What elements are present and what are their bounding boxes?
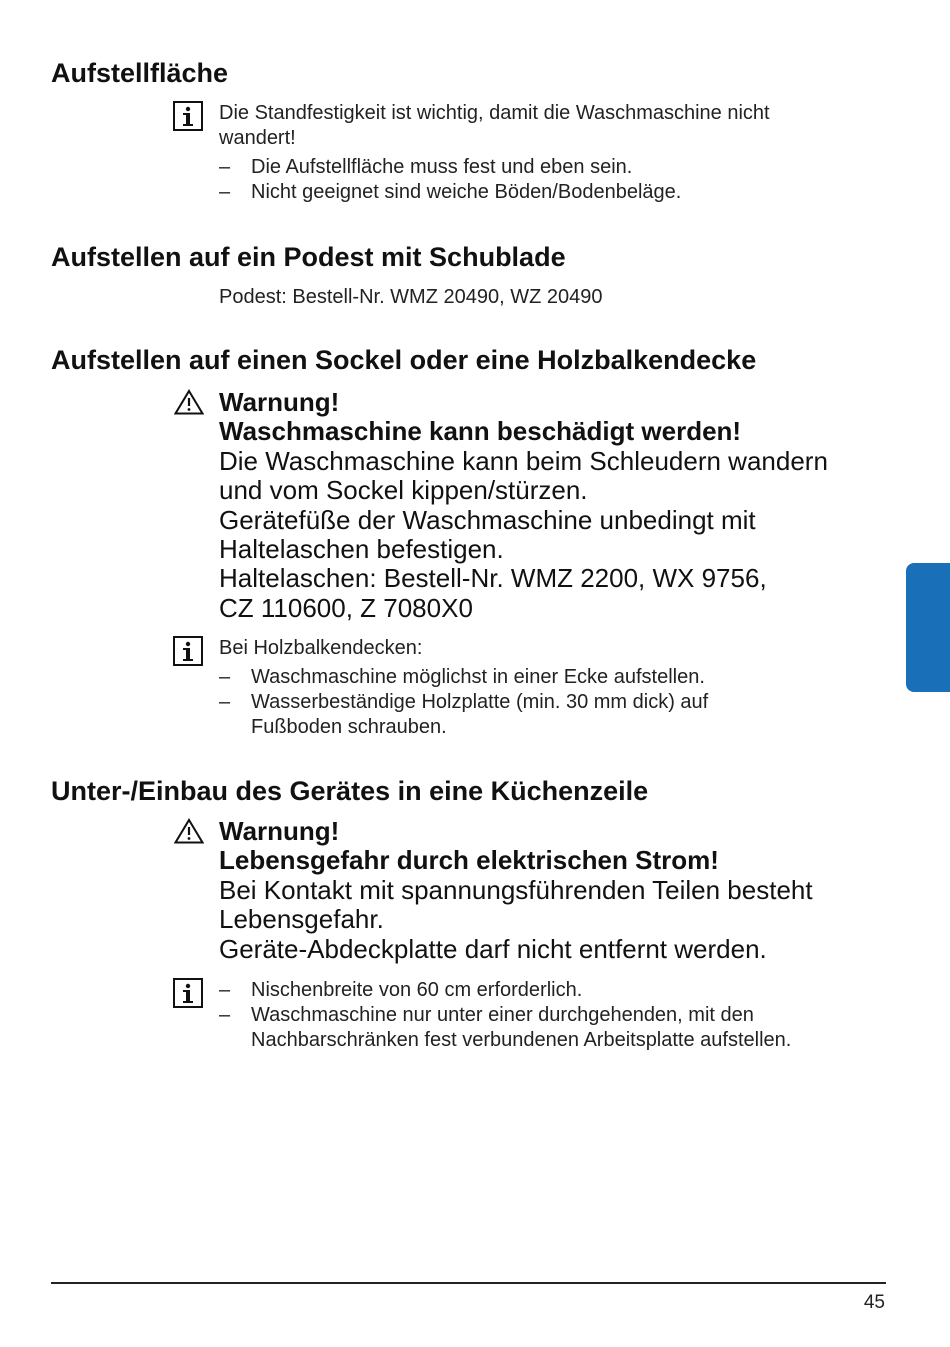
info-text-line-2: wandert! [219, 127, 296, 149]
chapter-tab-marker [906, 563, 950, 692]
warning-line: Geräte-Abdeckplatte darf nicht entfernt werden. [219, 933, 767, 964]
page-number: 45 [863, 1292, 885, 1313]
heading-einbau: Unter-/Einbau des Gerätes in eine Küchenzeile [51, 776, 649, 806]
podest-order-number: Podest: Bestell-Nr. WMZ 20490, WZ 20490 [219, 286, 603, 308]
list-item: – Wasserbeständige Holzplatte (min. 30 mm dick) auf [219, 691, 709, 713]
warning-subtitle: Lebensgefahr durch elektrischen Strom! [219, 845, 719, 876]
warning-block [219, 388, 828, 623]
bullet-list [219, 665, 708, 740]
info-text-holzbalken: Bei Holzbalkendecken: [219, 637, 423, 659]
list-item: – Nischenbreite von 60 cm erforderlich. [219, 979, 583, 1001]
info-text-line-1: Die Standfestigkeit ist wichtig, damit die Waschmaschine nicht [219, 102, 770, 124]
warning-triangle-icon [174, 818, 204, 844]
list-item-continuation: Nachbarschränken fest verbundenen Arbeitsplatte aufstellen. [251, 1029, 792, 1051]
warning-block [219, 817, 813, 964]
warning-line: CZ 110600, Z 7080X0 [219, 592, 473, 623]
list-item: – Waschmaschine möglichst in einer Ecke aufstellen. [219, 666, 705, 688]
info-icon [173, 101, 203, 131]
warning-triangle-icon [174, 389, 204, 415]
warning-line: Lebensgefahr. [219, 904, 384, 935]
warning-subtitle: Waschmaschine kann beschädigt werden! [219, 416, 742, 447]
heading-aufstellflaeche: Aufstellfläche [51, 58, 229, 88]
bullet-list [219, 978, 791, 1053]
bullet-list [219, 155, 681, 205]
warning-line: Die Waschmaschine kann beim Schleudern wandern [219, 445, 828, 476]
warning-title: Warnung! [219, 816, 340, 846]
list-item: – Die Aufstellfläche muss fest und eben sein. [219, 156, 633, 178]
heading-sockel: Aufstellen auf einen Sockel oder eine Holzbalkendecke [51, 345, 757, 375]
list-item: – Nicht geeignet sind weiche Böden/Bodenbeläge. [219, 181, 682, 203]
warning-line: und vom Sockel kippen/stürzen. [219, 475, 588, 506]
warning-line: Gerätefüße der Waschmaschine unbedingt mit [219, 504, 756, 535]
warning-line: Bei Kontakt mit spannungsführenden Teilen besteht [219, 874, 813, 905]
list-item: – Waschmaschine nur unter einer durchgehenden, mit den [219, 1004, 754, 1026]
footer-divider [51, 1282, 886, 1284]
info-icon [173, 978, 203, 1008]
info-icon [173, 636, 203, 666]
heading-podest: Aufstellen auf ein Podest mit Schublade [51, 242, 566, 272]
list-item-continuation: Fußboden schrauben. [251, 716, 447, 738]
warning-title: Warnung! [219, 387, 340, 417]
warning-line: Haltelaschen befestigen. [219, 534, 504, 565]
warning-line: Haltelaschen: Bestell-Nr. WMZ 2200, WX 9756, [219, 563, 767, 594]
